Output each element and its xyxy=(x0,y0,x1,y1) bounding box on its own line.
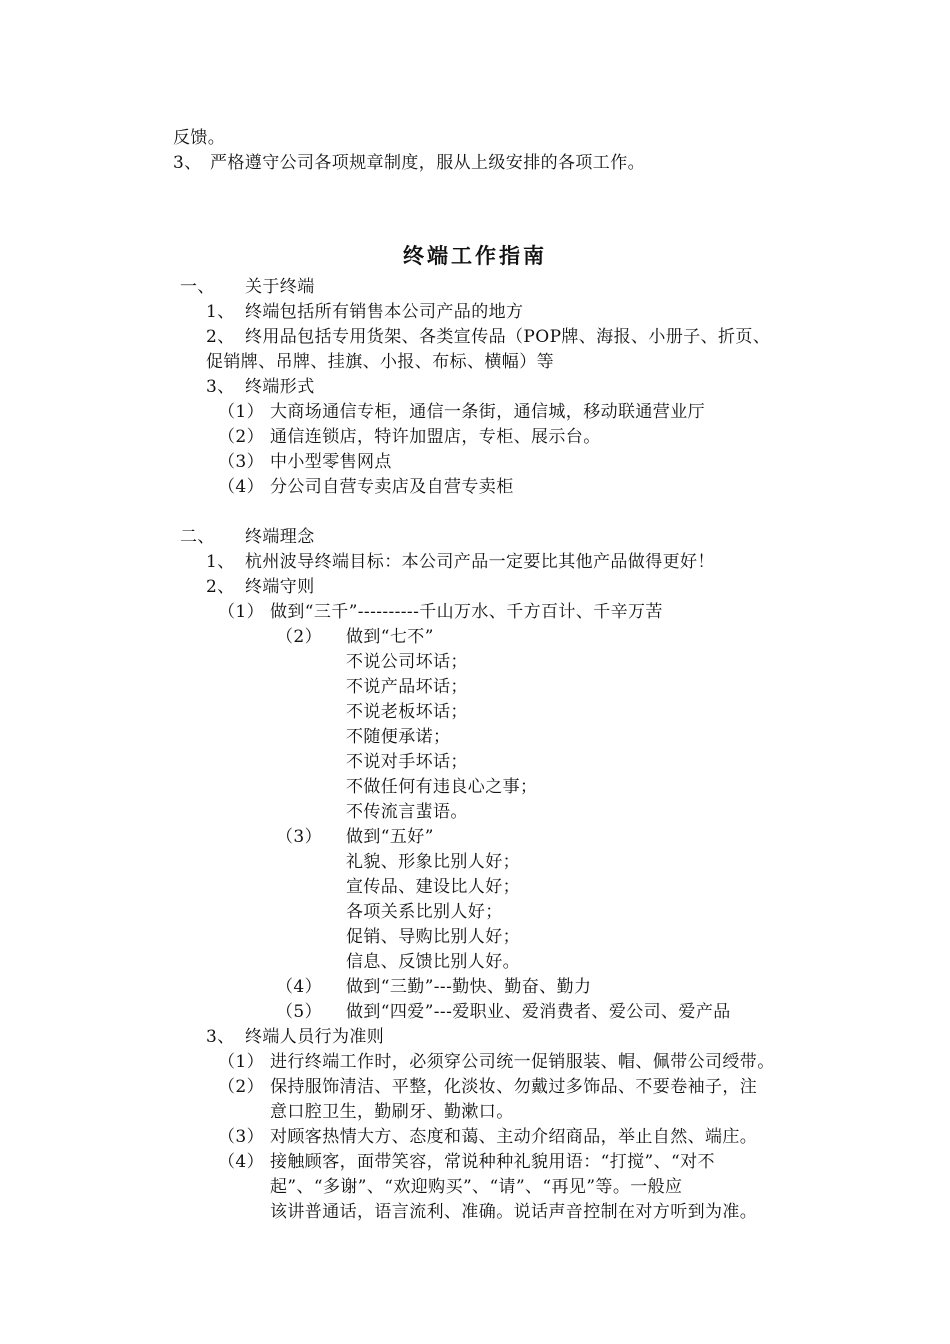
item-text: 严格遵守公司各项规章制度，服从上级安排的各项工作。 xyxy=(210,153,645,173)
subitem-number: （4） xyxy=(218,477,265,497)
subitem-text: 做到“三千”----------千山万水、千方百计、千辛万苦 xyxy=(270,602,663,622)
subitem-text-continued: 意口腔卫生，勤刷牙、勤漱口。 xyxy=(270,1102,514,1122)
subitem-text: 保持服饰清洁、平整，化淡妆、勿戴过多饰品、不要卷袖子，注 xyxy=(270,1077,758,1097)
section-heading: 关于终端 xyxy=(245,277,315,297)
subitem-number: （2） xyxy=(276,627,323,647)
subitem-number: （2） xyxy=(218,1077,265,1097)
rule-line: 礼貌、形象比别人好； xyxy=(346,852,520,872)
item-number: 3、 xyxy=(173,153,202,173)
subitem-number: （4） xyxy=(276,977,323,997)
item-text: 终端包括所有销售本公司产品的地方 xyxy=(245,302,524,322)
subitem-text: 中小型零售网点 xyxy=(270,452,392,472)
subitem-text-continued: 起”、“多谢”、“欢迎购买”、“请”、“再见”等。一般应 xyxy=(270,1177,683,1197)
item-text: 杭州波导终端目标：本公司产品一定要比其他产品做得更好！ xyxy=(245,552,715,572)
rule-line: 信息、反馈比别人好。 xyxy=(346,952,520,972)
item-text: 终端形式 xyxy=(245,377,315,397)
rule-line: 不说对手坏话； xyxy=(346,752,468,772)
subitem-text: 大商场通信专柜，通信一条街，通信城，移动联通营业厅 xyxy=(270,402,705,422)
subitem-number: （5） xyxy=(276,1002,323,1022)
subitem-text: 对顾客热情大方、态度和蔼、主动介绍商品，举止自然、端庄。 xyxy=(270,1127,758,1147)
subitem-text: 做到“七不” xyxy=(346,627,434,647)
section-number: 一、 xyxy=(180,277,215,297)
subitem-text: 做到“四爱”---爱职业、爱消费者、爱公司、爱产品 xyxy=(346,1002,731,1022)
subitem-text: 做到“五好” xyxy=(346,827,434,847)
rule-line: 不说产品坏话； xyxy=(346,677,468,697)
item-text: 终端守则 xyxy=(245,577,315,597)
subitem-text: 做到“三勤”---勤快、勤奋、勤力 xyxy=(346,977,592,997)
rule-line: 不说老板坏话； xyxy=(346,702,468,722)
item-number: 3、 xyxy=(206,377,235,397)
item-text-continued: 促销牌、吊牌、挂旗、小报、布标、横幅）等 xyxy=(206,352,554,372)
rule-line: 不说公司坏话； xyxy=(346,652,468,672)
subitem-text: 通信连锁店，特许加盟店，专柜、展示台。 xyxy=(270,427,601,447)
section-number: 二、 xyxy=(180,527,215,547)
rule-line: 各项关系比别人好； xyxy=(346,902,503,922)
rule-line: 宣传品、建设比人好； xyxy=(346,877,520,897)
item-number: 1、 xyxy=(206,302,235,322)
subitem-number: （1） xyxy=(218,402,265,422)
item-number: 1、 xyxy=(206,552,235,572)
item-text: 终端人员行为准则 xyxy=(245,1027,385,1047)
item-text: 终用品包括专用货架、各类宣传品（POP牌、海报、小册子、折页、 xyxy=(245,327,771,347)
subitem-number: （1） xyxy=(218,1052,265,1072)
subitem-text: 进行终端工作时，必须穿公司统一促销服装、帽、佩带公司绶带。 xyxy=(270,1052,775,1072)
rule-line: 不传流言蜚语。 xyxy=(346,802,468,822)
subitem-text-continued: 该讲普通话，语言流利、准确。说话声音控制在对方听到为准。 xyxy=(270,1202,758,1222)
subitem-number: （3） xyxy=(218,452,265,472)
subitem-number: （2） xyxy=(218,427,265,447)
subitem-number: （4） xyxy=(218,1152,265,1172)
section-heading: 终端理念 xyxy=(245,527,315,547)
item-number: 3、 xyxy=(206,1027,235,1047)
subitem-number: （3） xyxy=(276,827,323,847)
continuation-line: 反馈。 xyxy=(173,128,226,148)
rule-line: 不做任何有违良心之事； xyxy=(346,777,538,797)
subitem-number: （1） xyxy=(218,602,265,622)
document-title: 终端工作指南 xyxy=(403,244,547,268)
subitem-text: 分公司自营专卖店及自营专卖柜 xyxy=(270,477,514,497)
subitem-number: （3） xyxy=(218,1127,265,1147)
rule-line: 不随便承诺； xyxy=(346,727,451,747)
item-number: 2、 xyxy=(206,327,235,347)
item-number: 2、 xyxy=(206,577,235,597)
rule-line: 促销、导购比别人好； xyxy=(346,927,520,947)
subitem-text: 接触顾客，面带笑容，常说种种礼貌用语：“打搅”、“对不 xyxy=(270,1152,715,1172)
